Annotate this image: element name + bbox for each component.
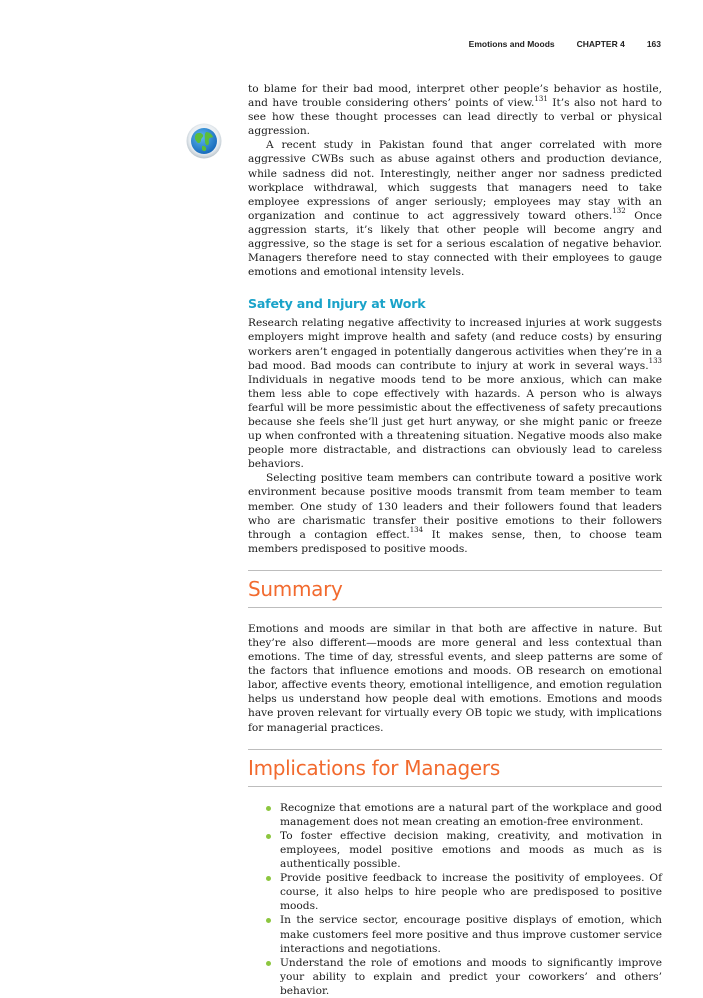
globe-icon [186, 123, 222, 159]
running-header-title: Emotions and Moods [468, 39, 555, 49]
implications-section [248, 749, 662, 998]
section-heading-safety: Safety and Injury at Work [248, 296, 426, 312]
page-number: 163 [646, 39, 661, 49]
paragraph: to blame for their bad mood, interpret other people’s behavior as hostile, and have trouble considering others’ points of view.$^{131}$ It’s also not hard to see how these thought processes can lead directly to verbal or physical aggression. [248, 83, 662, 138]
paragraph: Research relating negative affectivity to increased injuries at work suggests employers might improve health and safety (and reduce costs) by ensuring workers aren’t engaged in potentially dangerous activities when they’re in a bad mood. Bad moods can contribute to injury at work in several ways.$^{133}$ Individuals in negative moods tend to be more anxious, which can make them less able to cope effectively with hazards. A person who is always fearful will be more pessimistic about the effectiveness of safety precautions because she feels she’ll just get hurt anyway, or she might panic or freeze up when confronted with a threatening situation. Negative moods also make people more distractable, and distractions can obviously lead to careless behaviors. [248, 317, 662, 471]
list-item: In the service sector, encourage positive displays of emotion, which make customers feel more positive and thus improve customer service interactions and negotiations. [280, 914, 662, 955]
endnote-ref: 134 [409, 526, 424, 535]
paragraph: A recent study in Pakistan found that anger correlated with more aggressive CWBs such as abuse against others and production deviance, while sadness did not. Interestingly, neither anger nor sadness predicted workplace withdrawal, which suggests that managers need to take employee expressions of anger seriously; employees may stay with an organization and continue to act aggressively toward others.$^{132}$ Once aggression starts, it’s likely that other people will become angry and aggressive, so the stage is set for a serious escalation of negative behavior. Managers therefore need to stay connected with their employees to gauge emotions and emotional intensity levels. [248, 139, 663, 279]
divider [248, 749, 662, 750]
list-item: Recognize that emotions are a natural part of the workplace and good management does not mean creating an emotion-free environment. [280, 801, 662, 828]
implications-list [248, 801, 662, 998]
endnote-ref: 132 [612, 207, 626, 216]
summary-section [248, 570, 662, 735]
chapter-label: CHAPTER 4 [576, 39, 625, 49]
list-item: Understand the role of emotions and moods to significantly improve your ability to explain and predict your coworkers’ and others’ behavior. [280, 956, 662, 997]
divider [248, 570, 662, 571]
endnote-ref: 131 [534, 94, 548, 103]
divider [248, 607, 662, 608]
summary-text: Emotions and moods are similar in that both are affective in nature. But they’re also different—moods are more general and less contextual than emotions. The time of day, stressful events, and sleep patterns are some of the factors that influence emotions and moods. OB research on emotional labor, affective events theory, emotional intelligence, and emotion regulation helps us understand how people deal with emotions. Emotions and moods have proven relevant for virtually every OB topic we study, with implications for managerial practices. [248, 622, 662, 734]
paragraph: Selecting positive team members can contribute toward a positive work environment because positive moods transmit from team member to team member. One study of 130 leaders and their followers found that leaders who are charismatic transfer their positive emotions to their followers through a contagion effect.$^{134}$ It makes sense, then, to choose team members predisposed to positive moods. [248, 472, 662, 555]
endnote-ref: 133 [648, 357, 662, 366]
list-item: To foster effective decision making, creativity, and motivation in employees, model positive emotions and moods as much as is authentically possible. [280, 829, 662, 871]
divider [248, 786, 662, 787]
list-item: Provide positive feedback to increase the positivity of employees. Of course, it also helps to hire people who are predisposed to positive moods. [280, 872, 662, 913]
summary-heading: Summary [248, 576, 343, 601]
running-header [469, 39, 661, 49]
implications-heading: Implications for Managers [248, 755, 500, 780]
main-content [248, 82, 662, 998]
